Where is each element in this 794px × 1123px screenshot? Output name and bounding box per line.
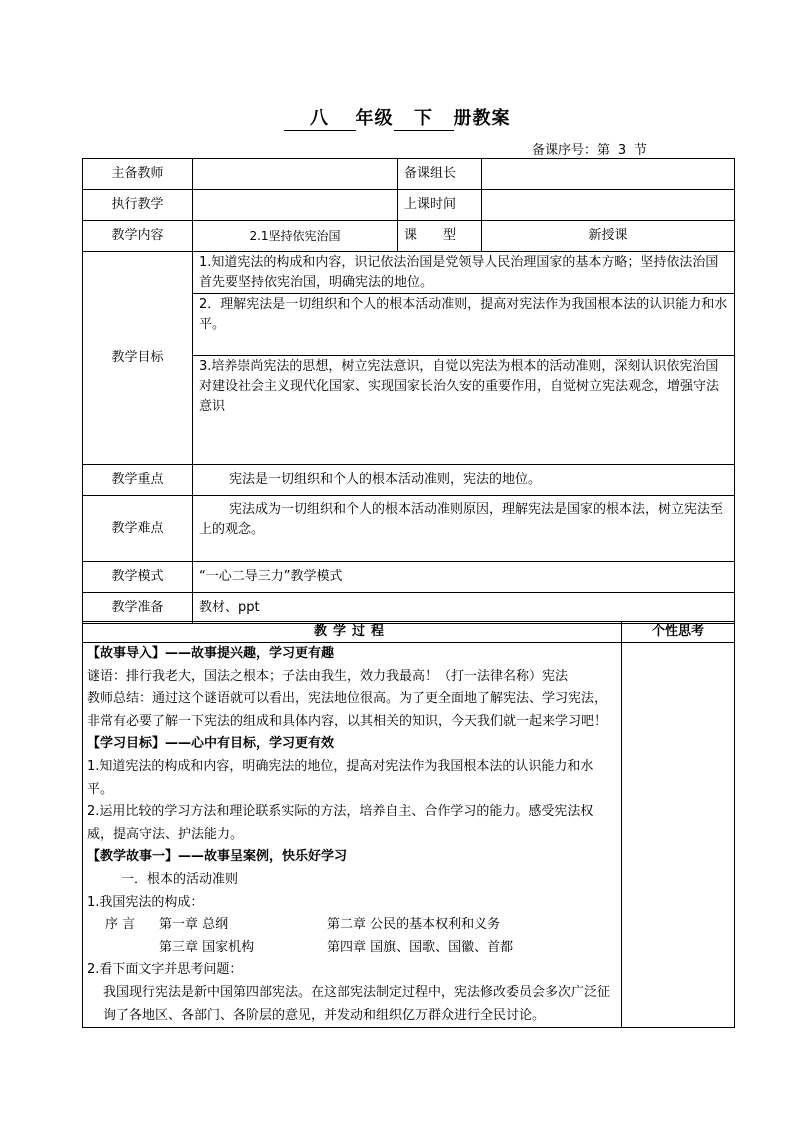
learning-goals-heading [87, 733, 617, 756]
preamble: 序 言 [105, 917, 136, 933]
story-intro-heading [87, 643, 617, 666]
structure-title: 1.我国宪法的构成： [87, 894, 204, 910]
executor-label: 执行教学 [83, 190, 193, 221]
learning-goal-1: 1.知道宪法的构成和内容，明确宪法的地位，提高对宪法作为我国根本法的认识能力和水平。 [87, 758, 594, 797]
volume-value: 下 [394, 104, 454, 131]
type-label: 课 型 [398, 221, 482, 252]
process-header: 教学过程 [83, 622, 622, 643]
riddle-text: 谜语：排行我老大，国法之根本；子法由我生，效力我最高！（打一法律名称）宪法 [87, 668, 569, 684]
part-one-heading: 一．根本的活动准则 [121, 871, 239, 887]
read-text: 我国现行宪法是新中国第四部宪法。在这部宪法制定过程中，宪法修改委员会多次广泛征询了各地区、各部门、各阶层的意见，并发动和组织亿万群众进行全民讨论。 [103, 984, 611, 1023]
story-intro-subtitle: ——故事提兴趣，学习更有趣 [165, 646, 335, 661]
serial-prefix: 备课序号：第 [532, 143, 611, 158]
chapter-4: 第四章 国旗、国歌、国徽、首都 [327, 939, 514, 955]
row-mode [83, 562, 735, 593]
class-time-label: 上课时间 [398, 190, 482, 221]
class-time-value [482, 190, 735, 221]
teacher-summary: 教师总结：通过这个谜语就可以看出，宪法地位很高。为了更全面地了解宪法、学习宪法，非常有必要了解一下宪法的组成和具体内容，以其相关的知识，今天我们就一起来学习吧！ [87, 691, 608, 729]
objectives-label: 教学目标 [83, 252, 193, 465]
reflection-cell [622, 643, 735, 1028]
mode-label: 教学模式 [83, 562, 193, 593]
story-intro-title: 【故事导入】 [87, 646, 166, 661]
story-one-heading [87, 846, 617, 869]
process-body-row [83, 643, 735, 1028]
learning-goals-subtitle: ——心中有目标，学习更有效 [165, 736, 335, 752]
objective-row-1 [83, 252, 735, 294]
spacer [87, 937, 159, 960]
story-one-subtitle: ——故事呈案例，快乐好学习 [178, 849, 348, 865]
serial-suffix: 节 [634, 143, 648, 158]
grade-value: 八 [284, 104, 356, 131]
learning-goal-2: 2.运用比较的学习方法和理论联系实际的方法，培养自主、合作学习的能力。感受宪法权威，提高守法、护法能力。 [87, 804, 594, 842]
document-title [0, 104, 794, 131]
main-teacher-label: 主备教师 [83, 159, 193, 190]
reflection-header: 个性思考 [622, 622, 735, 643]
story-one-title: 【教学故事一】 [87, 849, 179, 865]
row-content [83, 221, 735, 252]
difficulties-value: 宪法成为一切组织和个人的根本活动准则原因，理解宪法是国家的根本法，树立宪法至上的观念。 [193, 496, 735, 562]
prep-label: 教学准备 [83, 593, 193, 624]
mode-value: “一心二导三力”教学模式 [193, 562, 735, 593]
objective-1: 1.知道宪法的构成和内容，识记依法治国是党领导人民治理国家的基本方略；坚持依法治国首先要坚持依宪治国，明确宪法的地位。 [193, 252, 735, 294]
serial-number: 3 [610, 143, 634, 159]
key-points-value: 宪法是一切组织和个人的根本活动准则，宪法的地位。 [193, 465, 735, 496]
row-execution [83, 190, 735, 221]
row-difficulties [83, 496, 735, 562]
process-header-row [83, 622, 735, 643]
main-teacher-value [193, 159, 398, 190]
executor-value [193, 190, 398, 221]
volume-suffix: 册教案 [453, 108, 511, 129]
row-key-points [83, 465, 735, 496]
lesson-info-table [82, 158, 735, 624]
constitution-structure-row-1 [87, 914, 617, 937]
learning-goals-title: 【学习目标】 [87, 736, 166, 752]
lesson-serial [532, 139, 647, 159]
chapter-1: 第一章 总纲 [159, 917, 229, 933]
group-leader-value [482, 159, 735, 190]
objective-2: 2．理解宪法是一切组织和个人的根本活动准则，提高对宪法作为我国根本法的认识能力和水平。 [193, 294, 735, 356]
row-teachers [83, 159, 735, 190]
content-label: 教学内容 [83, 221, 193, 252]
row-prep [83, 593, 735, 624]
grade-suffix: 年级 [355, 108, 394, 129]
teaching-process-table [82, 621, 735, 1028]
chapter-2: 第二章 公民的基本权利和义务 [327, 917, 501, 933]
prep-value: 教材、ppt [193, 593, 735, 624]
process-content [83, 643, 622, 1028]
key-points-label: 教学重点 [83, 465, 193, 496]
difficulties-label: 教学难点 [83, 496, 193, 562]
content-value: 2.1坚持依宪治国 [193, 221, 398, 252]
chapter-3: 第三章 国家机构 [159, 939, 255, 955]
read-title: 2.看下面文字并思考问题： [87, 962, 243, 978]
type-value: 新授课 [482, 221, 735, 252]
group-leader-label: 备课组长 [398, 159, 482, 190]
constitution-structure-row-2 [87, 937, 617, 960]
objective-3: 3.培养崇尚宪法的思想，树立宪法意识，自觉以宪法为根本的活动准则，深刻认识依宪治国对建设社会主义现代化国家、实现国家长治久安的重要作用，自觉树立宪法观念，增强守法意识 [193, 356, 735, 465]
